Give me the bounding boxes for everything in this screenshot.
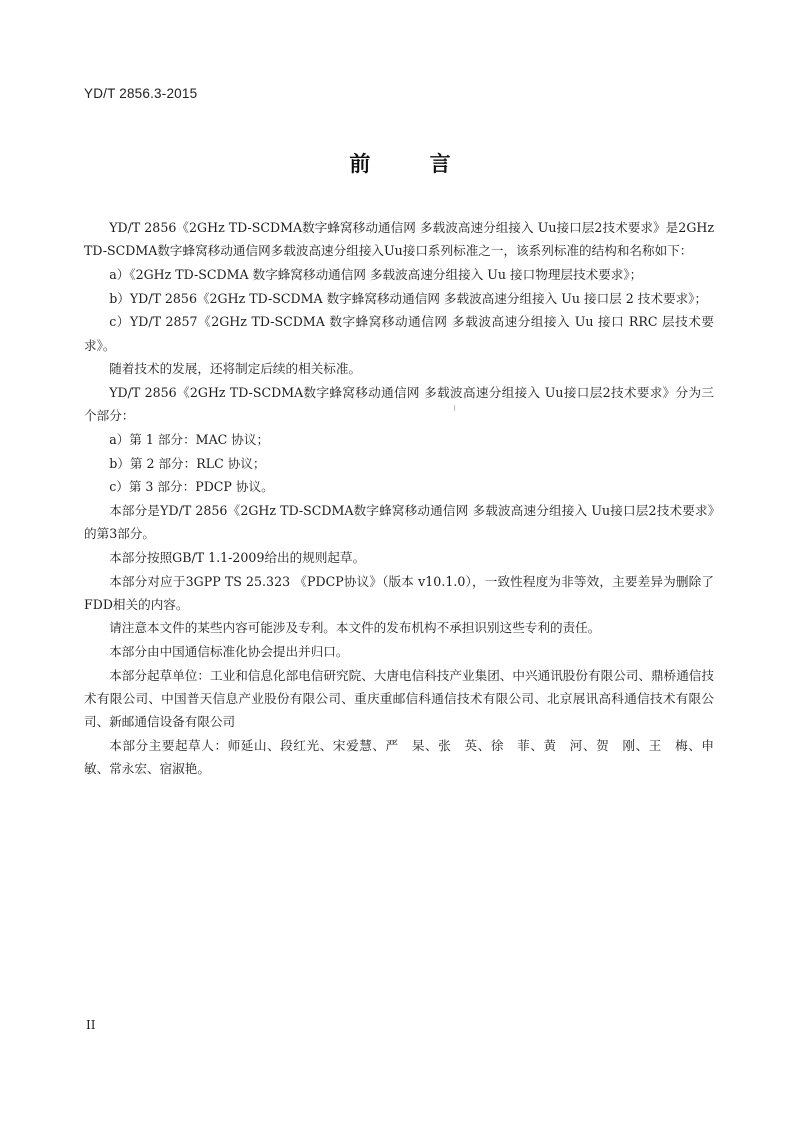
- paragraph-this-part: 本部分是YD/T 2856《2GHz TD-SCDMA数字蜂窝移动通信网 多载波高速分组接入 Uu接口层2技术要求》的第3部分。: [84, 502, 714, 542]
- paragraph-intro: YD/T 2856《2GHz TD-SCDMA数字蜂窝移动通信网 多载波高速分组接入 Uu接口层2技术要求》是2GHz TD-SCDMA数字蜂窝移动通信网多载波高速分组接入Uu接口系列标准之一，该系列标准的结构和名称如下：: [84, 220, 714, 259]
- paragraph-future: 随着技术的发展，还将制定后续的相关标准。: [109, 361, 362, 377]
- part-item-2: b）第 2 部分：RLC 协议；: [109, 455, 266, 471]
- paragraph-patent-notice: 请注意本文件的某些内容可能涉及专利。本文件的发布机构不承担识别这些专利的责任。: [109, 620, 601, 636]
- page-title: 前 言: [349, 152, 477, 176]
- foreword-body: [84, 216, 727, 781]
- paragraph-parts: YD/T 2856《2GHz TD-SCDMA数字蜂窝移动通信网 多载波高速分组接入 Uu接口层2技术要求》分为三个部分：: [84, 384, 714, 424]
- page-number: II: [86, 1018, 96, 1032]
- part-item-3: c）第 3 部分：PDCP 协议。: [109, 479, 274, 495]
- list-item-a: a）《2GHz TD-SCDMA 数字蜂窝移动通信网 多载波高速分组接入 Uu 接口物理层技术要求》；: [109, 266, 643, 282]
- list-item-b: b）YD/T 2856《2GHz TD-SCDMA 数字蜂窝移动通信网 多载波高速分组接入 Uu 接口层 2 技术要求》；: [109, 290, 708, 306]
- scan-speck: [454, 405, 455, 411]
- paragraph-drafting-units: 本部分起草单位：工业和信息化部电信研究院、大唐电信科技产业集团、中兴通讯股份有限公司、鼎桥通信技术有限公司、中国普天信息产业股份有限公司、重庆重邮信科通信技术有限公司、北京展讯高科通信技术有限公司、新邮通信设备有限公司: [84, 667, 714, 730]
- paragraph-correspondence: 本部分对应于3GPP TS 25.323 《PDCP协议》（版本 v10.1.0），一致性程度为非等效，主要差异为删除了FDD相关的内容。: [84, 573, 714, 612]
- paragraph-drafting-rules: 本部分按照GB/T 1.1-2009给出的规则起草。: [109, 549, 366, 565]
- paragraph-drafters: 本部分主要起草人：师延山、段红光、宋爱慧、严 杲、张 英、徐 菲、黄 河、贺 刚、王 梅、申 敏、常永宏、宿淑艳。: [84, 737, 727, 777]
- standard-code: YD/T 2856.3-2015: [84, 86, 198, 101]
- list-item-c: c）YD/T 2857《2GHz TD-SCDMA 数字蜂窝移动通信网 多载波高速分组接入 Uu 接口 RRC 层技术要求》。: [84, 314, 714, 353]
- paragraph-proposer: 本部分由中国通信标准化协会提出并归口。: [109, 644, 349, 660]
- part-item-1: a）第 1 部分：MAC 协议；: [109, 431, 270, 447]
